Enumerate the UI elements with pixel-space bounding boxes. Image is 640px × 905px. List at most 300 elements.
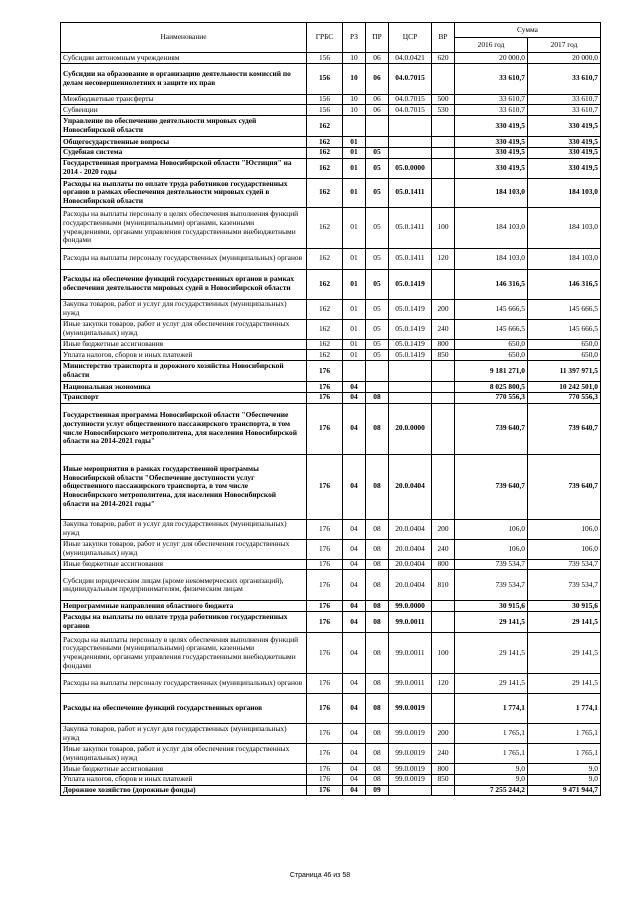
cell-2017: 9 471 944,7 — [528, 785, 601, 796]
cell-pr: 08 — [366, 633, 389, 674]
budget-page — [60, 22, 600, 796]
cell-name: Субвенции — [61, 105, 307, 116]
cell-csr: 99.0.0019 — [389, 694, 432, 724]
cell-vr: 620 — [432, 53, 455, 64]
table-row — [61, 392, 601, 403]
cell-2016: 33 610,7 — [455, 63, 528, 94]
cell-rz: 01 — [343, 339, 366, 350]
cell-rz: 01 — [343, 207, 366, 248]
cell-csr: 05.0.1419 — [389, 299, 432, 319]
cell-2016: 330 419,5 — [455, 116, 528, 137]
cell-2016: 146 316,5 — [455, 269, 528, 299]
cell-vr: 810 — [432, 570, 455, 601]
cell-name: Иные бюджетные ассигнования — [61, 339, 307, 350]
cell-2017: 330 419,5 — [528, 147, 601, 158]
cell-rz: 04 — [343, 570, 366, 601]
cell-grbs: 156 — [307, 94, 343, 105]
cell-pr: 05 — [366, 207, 389, 248]
cell-2017: 20 000,0 — [528, 53, 601, 64]
cell-csr: 20.0.0404 — [389, 519, 432, 539]
table-row — [61, 601, 601, 612]
cell-pr: 08 — [366, 403, 389, 454]
cell-2016: 1 765,1 — [455, 744, 528, 764]
cell-vr: 850 — [432, 350, 455, 361]
cell-pr: 08 — [366, 694, 389, 724]
cell-name: Расходы на выплаты персоналу в целях обеспечения выполнения функций государственными (муниципальными) органами, казенными учреждениями, органами управления государственными внебюджетными фондами — [61, 207, 307, 248]
cell-2017: 33 610,7 — [528, 105, 601, 116]
cell-grbs: 176 — [307, 519, 343, 539]
cell-vr: 800 — [432, 764, 455, 775]
cell-vr — [432, 785, 455, 796]
cell-grbs: 162 — [307, 269, 343, 299]
cell-2016: 8 025 800,5 — [455, 382, 528, 393]
cell-pr: 08 — [366, 612, 389, 633]
cell-rz: 10 — [343, 94, 366, 105]
cell-pr: 06 — [366, 105, 389, 116]
header-2016: 2016 год — [455, 38, 528, 53]
table-row — [61, 785, 601, 796]
cell-2017: 29 141,5 — [528, 612, 601, 633]
cell-pr: 08 — [366, 674, 389, 694]
cell-pr: 08 — [366, 539, 389, 559]
cell-2017: 330 419,5 — [528, 116, 601, 137]
cell-2016: 330 419,5 — [455, 137, 528, 148]
header-sum: Сумма — [455, 23, 601, 38]
cell-pr: 09 — [366, 785, 389, 796]
cell-2016: 29 141,5 — [455, 674, 528, 694]
cell-vr: 530 — [432, 105, 455, 116]
cell-grbs: 162 — [307, 147, 343, 158]
table-row — [61, 105, 601, 116]
table-row — [61, 53, 601, 64]
cell-vr — [432, 612, 455, 633]
cell-vr — [432, 392, 455, 403]
cell-2017: 9,0 — [528, 774, 601, 785]
cell-2017: 1 765,1 — [528, 724, 601, 744]
cell-2017: 30 915,6 — [528, 601, 601, 612]
cell-grbs: 162 — [307, 178, 343, 207]
cell-name: Уплата налогов, сборов и иных платежей — [61, 774, 307, 785]
cell-csr: 05.0.1419 — [389, 269, 432, 299]
cell-vr — [432, 137, 455, 148]
cell-pr: 06 — [366, 53, 389, 64]
cell-grbs: 162 — [307, 158, 343, 178]
table-row — [61, 774, 601, 785]
cell-2016: 650,0 — [455, 339, 528, 350]
cell-2017: 184 103,0 — [528, 248, 601, 269]
cell-grbs: 156 — [307, 53, 343, 64]
cell-name: Расходы на выплаты персоналу в целях обеспечения выполнения функций государственными (муниципальными) органами, казенными учреждениями, органами управления государственными внебюджетными фондами — [61, 633, 307, 674]
cell-2016: 1 774,1 — [455, 694, 528, 724]
cell-rz: 04 — [343, 764, 366, 775]
cell-pr: 05 — [366, 269, 389, 299]
cell-2017: 739 534,7 — [528, 559, 601, 570]
cell-name: Расходы на выплаты по оплате труда работников государственных органов — [61, 612, 307, 633]
cell-name: Иные закупки товаров, работ и услуг для обеспечения государственных (муниципальных) нужд — [61, 744, 307, 764]
cell-2017: 739 640,7 — [528, 454, 601, 519]
cell-csr — [389, 361, 432, 382]
cell-csr — [389, 147, 432, 158]
cell-vr — [432, 63, 455, 94]
header-2017: 2017 год — [528, 38, 601, 53]
cell-pr: 08 — [366, 724, 389, 744]
cell-2016: 330 419,5 — [455, 158, 528, 178]
cell-2017: 106,0 — [528, 539, 601, 559]
cell-vr: 500 — [432, 94, 455, 105]
cell-2016: 9,0 — [455, 774, 528, 785]
cell-name: Непрограммные направления областного бюджета — [61, 601, 307, 612]
cell-rz: 04 — [343, 633, 366, 674]
cell-vr — [432, 382, 455, 393]
cell-grbs: 176 — [307, 382, 343, 393]
cell-grbs: 162 — [307, 319, 343, 339]
cell-grbs: 176 — [307, 601, 343, 612]
cell-vr — [432, 158, 455, 178]
table-row — [61, 361, 601, 382]
cell-vr — [432, 601, 455, 612]
header-name: Наименование — [61, 23, 307, 53]
cell-csr — [389, 382, 432, 393]
cell-csr: 05.0.1419 — [389, 339, 432, 350]
cell-vr — [432, 116, 455, 137]
cell-vr: 800 — [432, 339, 455, 350]
cell-csr: 05.0.1411 — [389, 248, 432, 269]
cell-name: Расходы на выплаты персоналу государственных (муниципальных) органов — [61, 248, 307, 269]
cell-pr: 08 — [366, 601, 389, 612]
cell-vr: 200 — [432, 724, 455, 744]
cell-2017: 739 640,7 — [528, 403, 601, 454]
cell-2017: 11 397 971,5 — [528, 361, 601, 382]
cell-2016: 106,0 — [455, 539, 528, 559]
cell-rz: 04 — [343, 744, 366, 764]
cell-name: Общегосударственные вопросы — [61, 137, 307, 148]
cell-name: Расходы на обеспечение функций государственных органов в рамках обеспечения деятельности мировых судей в Новосибирской области — [61, 269, 307, 299]
cell-rz: 01 — [343, 350, 366, 361]
cell-2016: 184 103,0 — [455, 178, 528, 207]
table-row — [61, 559, 601, 570]
cell-rz: 04 — [343, 403, 366, 454]
cell-rz: 04 — [343, 559, 366, 570]
table-row — [61, 269, 601, 299]
table-row — [61, 724, 601, 744]
cell-name: Расходы на обеспечение функций государственных органов — [61, 694, 307, 724]
cell-vr — [432, 147, 455, 158]
cell-csr: 99.0.0019 — [389, 764, 432, 775]
cell-csr: 20.0.0404 — [389, 570, 432, 601]
cell-pr: 06 — [366, 94, 389, 105]
cell-pr: 05 — [366, 147, 389, 158]
cell-2016: 650,0 — [455, 350, 528, 361]
cell-name: Расходы на выплаты по оплате труда работников государственных органов в рамках обеспечения деятельности мировых судей в Новосибирской области — [61, 178, 307, 207]
cell-grbs: 162 — [307, 207, 343, 248]
cell-rz: 04 — [343, 392, 366, 403]
cell-csr — [389, 116, 432, 137]
cell-2017: 145 666,5 — [528, 319, 601, 339]
cell-2017: 184 103,0 — [528, 178, 601, 207]
cell-pr: 05 — [366, 350, 389, 361]
cell-grbs: 162 — [307, 299, 343, 319]
cell-2017: 330 419,5 — [528, 137, 601, 148]
cell-vr: 240 — [432, 539, 455, 559]
cell-pr: 08 — [366, 559, 389, 570]
table-row — [61, 764, 601, 775]
cell-rz: 04 — [343, 539, 366, 559]
cell-csr: 99.0.0019 — [389, 774, 432, 785]
cell-2017: 1 774,1 — [528, 694, 601, 724]
cell-pr: 08 — [366, 519, 389, 539]
cell-2016: 29 141,5 — [455, 612, 528, 633]
cell-pr — [366, 382, 389, 393]
cell-2016: 330 419,5 — [455, 147, 528, 158]
cell-grbs: 176 — [307, 392, 343, 403]
cell-rz: 04 — [343, 694, 366, 724]
cell-csr: 99.0.0019 — [389, 724, 432, 744]
cell-csr: 04.0.7015 — [389, 63, 432, 94]
cell-vr — [432, 269, 455, 299]
cell-csr: 20.0.0404 — [389, 559, 432, 570]
table-row — [61, 519, 601, 539]
cell-csr — [389, 392, 432, 403]
table-row — [61, 612, 601, 633]
cell-grbs: 176 — [307, 785, 343, 796]
table-body — [61, 53, 601, 796]
cell-name: Иные бюджетные ассигнования — [61, 764, 307, 775]
cell-name: Субсидии автономным учреждениям — [61, 53, 307, 64]
cell-pr: 08 — [366, 774, 389, 785]
cell-2016: 1 765,1 — [455, 724, 528, 744]
cell-vr — [432, 694, 455, 724]
cell-grbs: 176 — [307, 612, 343, 633]
cell-2017: 29 141,5 — [528, 633, 601, 674]
cell-2017: 10 242 501,0 — [528, 382, 601, 393]
table-row — [61, 744, 601, 764]
cell-csr: 05.0.1411 — [389, 178, 432, 207]
cell-vr: 200 — [432, 299, 455, 319]
cell-name: Судебная система — [61, 147, 307, 158]
cell-name: Расходы на выплаты персоналу государственных (муниципальных) органов — [61, 674, 307, 694]
page-number: Страница 46 из 58 — [289, 872, 351, 879]
cell-pr: 08 — [366, 744, 389, 764]
cell-rz: 01 — [343, 147, 366, 158]
cell-name: Иные закупки товаров, работ и услуг для обеспечения государственных (муниципальных) нужд — [61, 319, 307, 339]
cell-2016: 739 534,7 — [455, 570, 528, 601]
cell-2016: 184 103,0 — [455, 207, 528, 248]
cell-vr — [432, 361, 455, 382]
cell-vr: 200 — [432, 519, 455, 539]
cell-pr: 05 — [366, 178, 389, 207]
cell-grbs: 176 — [307, 674, 343, 694]
cell-name: Национальная экономика — [61, 382, 307, 393]
cell-pr: 05 — [366, 299, 389, 319]
cell-rz: 10 — [343, 63, 366, 94]
cell-grbs: 176 — [307, 633, 343, 674]
cell-pr: 08 — [366, 454, 389, 519]
budget-table — [60, 22, 601, 796]
cell-name: Закупка товаров, работ и услуг для государственных (муниципальных) нужд — [61, 299, 307, 319]
cell-2016: 33 610,7 — [455, 105, 528, 116]
cell-rz: 10 — [343, 53, 366, 64]
cell-csr: 04.0.7015 — [389, 105, 432, 116]
table-row — [61, 539, 601, 559]
cell-2017: 739 534,7 — [528, 570, 601, 601]
table-row — [61, 382, 601, 393]
cell-rz: 01 — [343, 158, 366, 178]
cell-2016: 7 255 244,2 — [455, 785, 528, 796]
cell-name: Межбюджетные трансферты — [61, 94, 307, 105]
cell-pr: 05 — [366, 319, 389, 339]
cell-vr: 120 — [432, 248, 455, 269]
cell-2016: 29 141,5 — [455, 633, 528, 674]
table-row — [61, 633, 601, 674]
cell-csr: 05.0.1419 — [389, 319, 432, 339]
cell-name: Государственная программа Новосибирской области "Обеспечение доступности услуг общественного пассажирского транспорта, в том числе Новосибирского метрополитена, для населения Новосибирской области на 2014-2021 годы" — [61, 403, 307, 454]
table-row — [61, 454, 601, 519]
cell-name: Управление по обеспечению деятельности мировых судей Новосибирской области — [61, 116, 307, 137]
cell-pr — [366, 137, 389, 148]
cell-grbs: 162 — [307, 350, 343, 361]
table-row — [61, 63, 601, 94]
cell-2016: 145 666,5 — [455, 299, 528, 319]
cell-rz: 04 — [343, 674, 366, 694]
cell-pr: 08 — [366, 764, 389, 775]
table-row — [61, 570, 601, 601]
cell-rz: 01 — [343, 137, 366, 148]
cell-2016: 30 915,6 — [455, 601, 528, 612]
cell-rz: 04 — [343, 724, 366, 744]
cell-pr: 05 — [366, 248, 389, 269]
cell-name: Субсидии на образование и организацию деятельности комиссий по делам несовершеннолетних и защите их прав — [61, 63, 307, 94]
cell-grbs: 156 — [307, 105, 343, 116]
table-row — [61, 116, 601, 137]
cell-rz: 01 — [343, 248, 366, 269]
cell-csr: 20.0.0404 — [389, 454, 432, 519]
cell-2016: 20 000,0 — [455, 53, 528, 64]
header-vr: ВР — [432, 23, 455, 53]
cell-grbs: 176 — [307, 744, 343, 764]
cell-name: Субсидии юридическим лицам (кроме некоммерческих организаций), индивидуальным предпринимателям, физическим лицам — [61, 570, 307, 601]
cell-grbs: 176 — [307, 361, 343, 382]
cell-grbs: 176 — [307, 774, 343, 785]
table-row — [61, 137, 601, 148]
cell-pr — [366, 361, 389, 382]
table-row — [61, 158, 601, 178]
cell-2017: 184 103,0 — [528, 207, 601, 248]
table-row — [61, 403, 601, 454]
cell-rz: 10 — [343, 105, 366, 116]
cell-grbs: 162 — [307, 116, 343, 137]
table-row — [61, 248, 601, 269]
cell-pr — [366, 116, 389, 137]
cell-rz: 01 — [343, 319, 366, 339]
cell-name: Государственная программа Новосибирской области "Юстиция" на 2014 - 2020 годы — [61, 158, 307, 178]
cell-2017: 33 610,7 — [528, 63, 601, 94]
table-row — [61, 147, 601, 158]
cell-name: Иные бюджетные ассигнования — [61, 559, 307, 570]
cell-2016: 184 103,0 — [455, 248, 528, 269]
cell-2016: 770 556,3 — [455, 392, 528, 403]
table-row — [61, 694, 601, 724]
cell-grbs: 176 — [307, 570, 343, 601]
cell-csr: 04.0.7015 — [389, 94, 432, 105]
cell-2016: 739 534,7 — [455, 559, 528, 570]
cell-2016: 739 640,7 — [455, 403, 528, 454]
cell-grbs: 162 — [307, 137, 343, 148]
cell-2017: 145 666,5 — [528, 299, 601, 319]
cell-grbs: 176 — [307, 539, 343, 559]
cell-2016: 9 181 271,0 — [455, 361, 528, 382]
cell-grbs: 162 — [307, 339, 343, 350]
cell-grbs: 176 — [307, 559, 343, 570]
cell-csr: 05.0.0000 — [389, 158, 432, 178]
cell-csr: 20.0.0000 — [389, 403, 432, 454]
cell-csr: 99.0.0000 — [389, 601, 432, 612]
cell-csr: 99.0.0011 — [389, 612, 432, 633]
cell-rz: 04 — [343, 774, 366, 785]
cell-2016: 145 666,5 — [455, 319, 528, 339]
cell-2017: 33 610,7 — [528, 94, 601, 105]
cell-csr — [389, 785, 432, 796]
cell-csr: 99.0.0011 — [389, 674, 432, 694]
cell-vr: 100 — [432, 207, 455, 248]
cell-2017: 650,0 — [528, 350, 601, 361]
cell-pr: 08 — [366, 570, 389, 601]
cell-rz: 04 — [343, 454, 366, 519]
cell-rz: 04 — [343, 519, 366, 539]
cell-rz: 01 — [343, 299, 366, 319]
cell-name: Уплата налогов, сборов и иных платежей — [61, 350, 307, 361]
cell-grbs: 176 — [307, 454, 343, 519]
cell-2017: 9,0 — [528, 764, 601, 775]
cell-vr — [432, 403, 455, 454]
cell-csr — [389, 137, 432, 148]
cell-csr: 99.0.0019 — [389, 744, 432, 764]
cell-2017: 330 419,5 — [528, 158, 601, 178]
cell-vr: 850 — [432, 774, 455, 785]
cell-grbs: 176 — [307, 764, 343, 775]
table-row — [61, 674, 601, 694]
cell-name: Иные закупки товаров, работ и услуг для обеспечения государственных (муниципальных) нужд — [61, 539, 307, 559]
cell-rz — [343, 116, 366, 137]
cell-2017: 146 316,5 — [528, 269, 601, 299]
cell-csr: 04.0.0421 — [389, 53, 432, 64]
cell-name: Дорожное хозяйство (дорожные фонды) — [61, 785, 307, 796]
header-csr: ЦСР — [389, 23, 432, 53]
table-row — [61, 350, 601, 361]
cell-grbs: 176 — [307, 694, 343, 724]
table-row — [61, 94, 601, 105]
table-row — [61, 178, 601, 207]
cell-pr: 08 — [366, 392, 389, 403]
cell-csr: 20.0.0404 — [389, 539, 432, 559]
cell-vr: 100 — [432, 633, 455, 674]
cell-vr: 240 — [432, 319, 455, 339]
cell-vr: 240 — [432, 744, 455, 764]
cell-csr: 05.0.1411 — [389, 207, 432, 248]
cell-2017: 29 141,5 — [528, 674, 601, 694]
table-header — [61, 23, 601, 53]
cell-vr — [432, 454, 455, 519]
cell-grbs: 176 — [307, 724, 343, 744]
cell-2017: 106,0 — [528, 519, 601, 539]
cell-rz: 04 — [343, 785, 366, 796]
cell-rz — [343, 361, 366, 382]
cell-2017: 770 556,3 — [528, 392, 601, 403]
cell-rz: 04 — [343, 612, 366, 633]
cell-2016: 9,0 — [455, 764, 528, 775]
table-row — [61, 299, 601, 319]
cell-pr: 06 — [366, 63, 389, 94]
table-row — [61, 319, 601, 339]
